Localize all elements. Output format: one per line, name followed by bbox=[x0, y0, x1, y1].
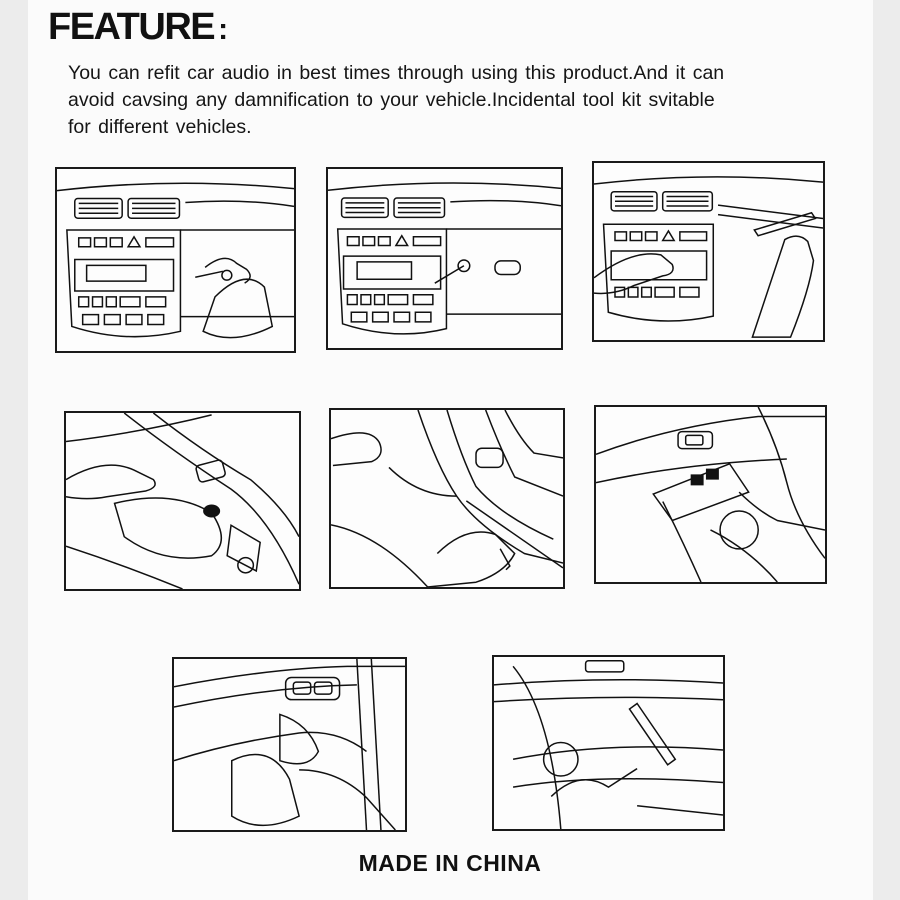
origin-label: MADE IN CHINA bbox=[358, 850, 542, 876]
illustration-door-sill-trim bbox=[329, 408, 565, 589]
description-line-2: avoid cavsing any damnification to your vehicle.Incidental tool kit svitable bbox=[68, 89, 715, 111]
illustration-door-handle-panel bbox=[172, 657, 407, 832]
illustration-dashboard-radio-removal bbox=[55, 167, 296, 353]
illustration-center-console-trim bbox=[64, 411, 301, 591]
illustration-door-card-removal bbox=[492, 655, 725, 831]
illustration-dashboard-panel-pry bbox=[326, 167, 563, 350]
description-line-3: for different vehicles. bbox=[68, 116, 252, 138]
description-line-1: You can refit car audio in best times through using this product.And it can bbox=[68, 62, 725, 84]
title-text: FEATURE bbox=[48, 6, 215, 48]
page-title bbox=[48, 6, 227, 49]
feature-description bbox=[68, 60, 848, 141]
title-colon: : bbox=[218, 13, 227, 46]
illustration-dashboard-trim-lift bbox=[592, 161, 825, 342]
illustration-door-switch-panel bbox=[594, 405, 827, 584]
